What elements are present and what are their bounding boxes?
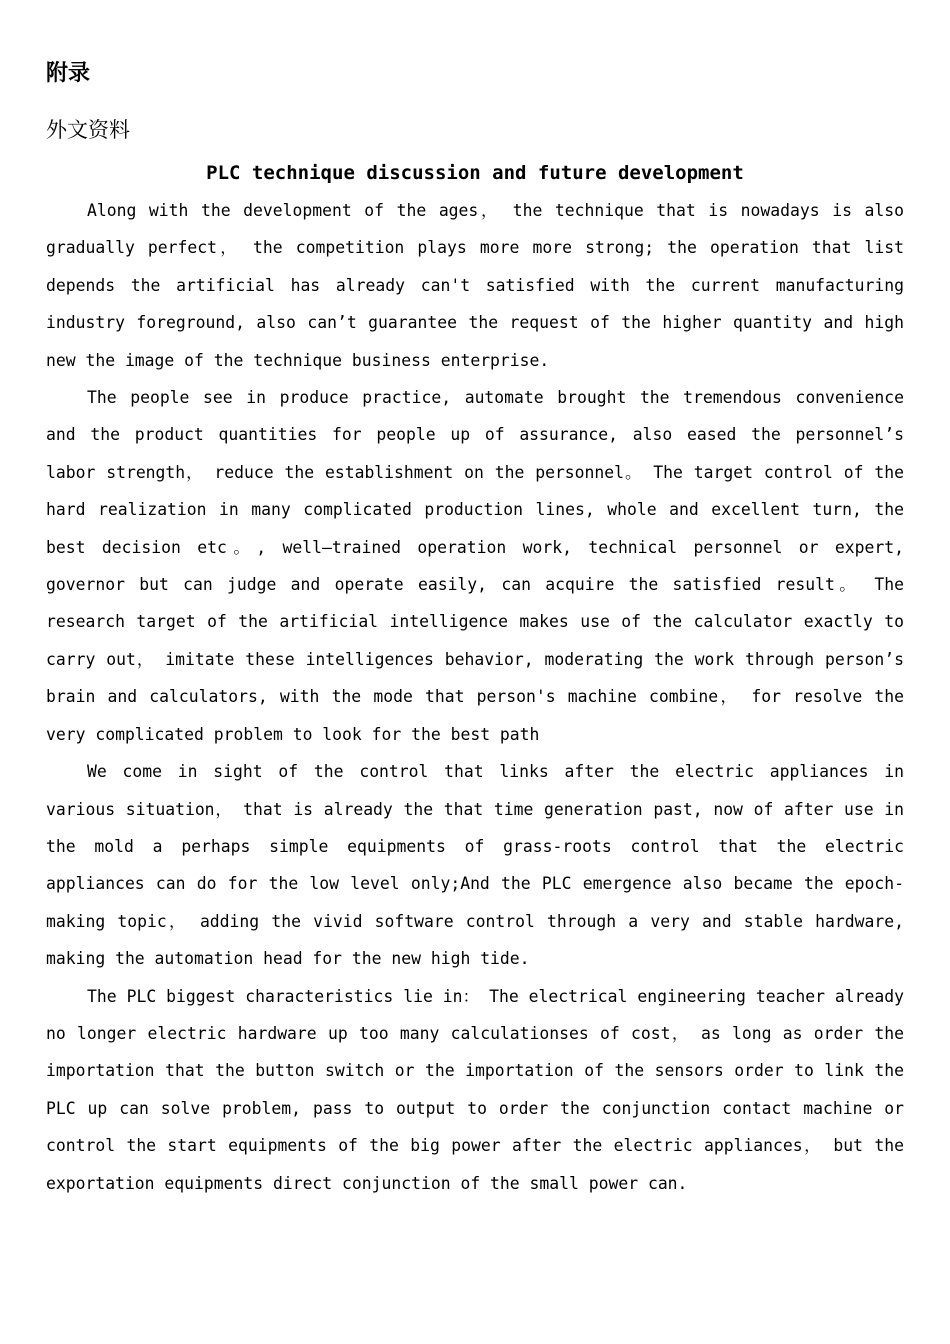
paragraph-2: The people see in produce practice, automate brought the tremendous convenience and the product quantities for people up of assurance, also eased the personnel’s labor strength， reduce the establishment on the personnel。 The target control of the hard realization in many complicated production lines, whole and excellent turn, the best decision etc。, well—trained operation work, technical personnel or expert, governor but can judge and operate easily, can acquire the satisfied result。 The research target of the artificial intelligence makes use of the calculator exactly to carry out， imitate these intelligences behavior, moderating the work through person’s brain and calculators, with the mode that person's machine combine， for resolve the very complicated problem to look for the best path	[46, 388, 904, 744]
paragraph-1: Along with the development of the ages， the technique that is nowadays is also gradually perfect， the competition plays more more strong; the operation that list depends the artificial has already can't satisfied with the current manufacturing industry foreground, also can’t guarantee the request of the higher quantity and high new the image of the technique business enterprise.	[46, 201, 904, 370]
article-title: PLC technique discussion and future development	[206, 162, 744, 184]
appendix-heading: 附录	[46, 61, 91, 86]
document-page	[46, 56, 904, 1202]
foreign-material-heading: 外文资料	[46, 118, 130, 142]
paragraph-3: We come in sight of the control that links after the electric appliances in various situation， that is already the that time generation past, now of after use in the mold a perhaps simple equipments of grass-roots control that the electric appliances can do for the low level only;And the PLC emergence also became the epoch-making topic， adding the vivid software control through a very and stable hardware, making the automation head for the new high tide.	[46, 762, 904, 969]
paragraph-4: The PLC biggest characteristics lie in： The electrical engineering teacher already no longer electric hardware up too many calculationses of cost， as long as order the importation that the button switch or the importation of the sensors order to link the PLC up can solve problem, pass to output to order the conjunction contact machine or control the start equipments of the big power after the electric appliances， but the exportation equipments direct conjunction of the small power can.	[46, 986, 904, 1193]
